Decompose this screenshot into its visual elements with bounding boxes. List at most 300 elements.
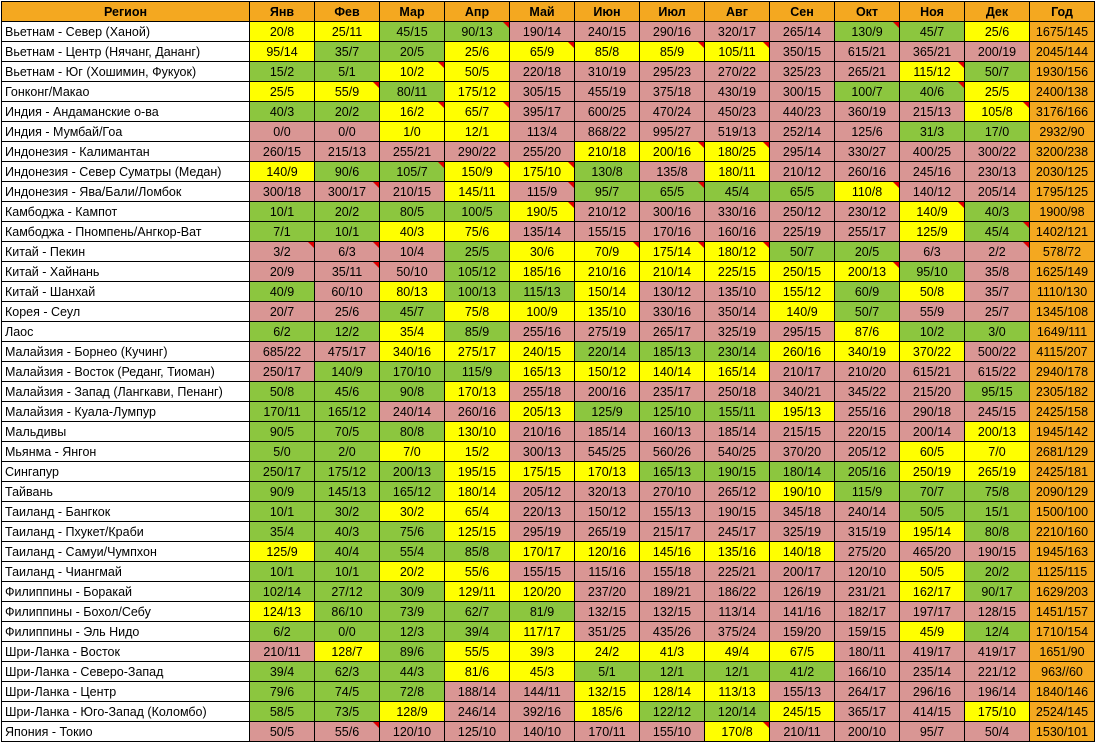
month-cell: 75/6: [380, 522, 445, 542]
region-cell: Филиппины - Эль Нидо: [2, 622, 250, 642]
month-cell: 50/5: [900, 502, 965, 522]
month-cell: 27/12: [315, 582, 380, 602]
table-row: [2, 582, 1095, 602]
month-cell: 130/10: [445, 422, 510, 442]
month-cell: 58/5: [250, 702, 315, 722]
column-header: Год: [1030, 2, 1095, 22]
month-cell: 41/2: [770, 662, 835, 682]
month-cell: 122/12: [640, 702, 705, 722]
month-cell: 165/13: [510, 362, 575, 382]
month-cell: 295/23: [640, 62, 705, 82]
month-cell: 62/3: [315, 662, 380, 682]
month-cell: 120/10: [380, 722, 445, 742]
month-cell: 170/11: [575, 722, 640, 742]
month-cell: 140/10: [510, 722, 575, 742]
year-total-cell: 1625/149: [1030, 262, 1095, 282]
month-cell: 39/4: [250, 662, 315, 682]
year-total-cell: 2400/138: [1030, 82, 1095, 102]
month-cell: 995/27: [640, 122, 705, 142]
table-row: [2, 642, 1095, 662]
month-cell: 128/14: [640, 682, 705, 702]
month-cell: 79/6: [250, 682, 315, 702]
month-cell: 290/18: [900, 402, 965, 422]
month-cell: 150/9: [445, 162, 510, 182]
month-cell: 95/7: [575, 182, 640, 202]
table-row: [2, 42, 1095, 62]
month-cell: 40/6: [900, 82, 965, 102]
month-cell: 115/12: [900, 62, 965, 82]
month-cell: 265/12: [705, 482, 770, 502]
month-cell: 24/2: [575, 642, 640, 662]
month-cell: 455/19: [575, 82, 640, 102]
month-cell: 255/18: [510, 382, 575, 402]
month-cell: 15/2: [250, 62, 315, 82]
year-total-cell: 1110/130: [1030, 282, 1095, 302]
month-cell: 215/15: [770, 422, 835, 442]
region-cell: Тайвань: [2, 482, 250, 502]
year-total-cell: 2940/178: [1030, 362, 1095, 382]
year-total-cell: 1530/101: [1030, 722, 1095, 742]
month-cell: 12/1: [445, 122, 510, 142]
month-cell: 1/0: [380, 122, 445, 142]
month-cell: 162/17: [900, 582, 965, 602]
month-cell: 140/9: [250, 162, 315, 182]
month-cell: 519/13: [705, 122, 770, 142]
month-cell: 166/10: [835, 662, 900, 682]
table-row: [2, 682, 1095, 702]
month-cell: 39/3: [510, 642, 575, 662]
month-cell: 260/16: [770, 342, 835, 362]
region-cell: Малайзия - Куала-Лумпур: [2, 402, 250, 422]
month-cell: 40/3: [380, 222, 445, 242]
month-cell: 115/13: [510, 282, 575, 302]
month-cell: 85/9: [640, 42, 705, 62]
month-cell: 3/0: [965, 322, 1030, 342]
month-cell: 205/12: [510, 482, 575, 502]
month-cell: 90/9: [250, 482, 315, 502]
year-total-cell: 1402/121: [1030, 222, 1095, 242]
month-cell: 85/8: [575, 42, 640, 62]
region-cell: Япония - Токио: [2, 722, 250, 742]
month-cell: 260/16: [445, 402, 510, 422]
month-cell: 95/10: [900, 262, 965, 282]
month-cell: 231/21: [835, 582, 900, 602]
region-cell: Вьетнам - Юг (Хошимин, Фукуок): [2, 62, 250, 82]
month-cell: 210/16: [510, 422, 575, 442]
month-cell: 75/8: [965, 482, 1030, 502]
year-total-cell: 1500/100: [1030, 502, 1095, 522]
month-cell: 115/9: [445, 362, 510, 382]
month-cell: 419/17: [965, 642, 1030, 662]
month-cell: 210/12: [575, 202, 640, 222]
table-row: [2, 402, 1095, 422]
month-cell: 20/7: [250, 302, 315, 322]
month-cell: 0/0: [250, 122, 315, 142]
month-cell: 90/6: [315, 162, 380, 182]
year-total-cell: 578/72: [1030, 242, 1095, 262]
month-cell: 600/25: [575, 102, 640, 122]
month-cell: 81/9: [510, 602, 575, 622]
month-cell: 250/15: [770, 262, 835, 282]
year-total-cell: 1345/108: [1030, 302, 1095, 322]
climate-table: [1, 1, 1095, 742]
month-cell: 100/7: [835, 82, 900, 102]
month-cell: 175/10: [965, 702, 1030, 722]
month-cell: 230/12: [835, 202, 900, 222]
month-cell: 215/17: [640, 522, 705, 542]
month-cell: 30/9: [380, 582, 445, 602]
month-cell: 175/10: [510, 162, 575, 182]
month-cell: 7/0: [965, 442, 1030, 462]
month-cell: 130/9: [835, 22, 900, 42]
table-row: [2, 182, 1095, 202]
month-cell: 155/13: [640, 502, 705, 522]
month-cell: 180/14: [445, 482, 510, 502]
table-row: [2, 62, 1095, 82]
month-cell: 87/6: [835, 322, 900, 342]
month-cell: 414/15: [900, 702, 965, 722]
region-cell: Шри-Ланка - Юго-Запад (Коломбо): [2, 702, 250, 722]
month-cell: 80/8: [965, 522, 1030, 542]
month-cell: 295/14: [770, 142, 835, 162]
month-cell: 65/5: [770, 182, 835, 202]
month-cell: 90/17: [965, 582, 1030, 602]
month-cell: 140/12: [900, 182, 965, 202]
month-cell: 180/12: [705, 242, 770, 262]
month-cell: 190/5: [510, 202, 575, 222]
year-total-cell: 963//60: [1030, 662, 1095, 682]
month-cell: 155/18: [640, 562, 705, 582]
month-cell: 435/26: [640, 622, 705, 642]
month-cell: 220/18: [510, 62, 575, 82]
month-cell: 10/1: [250, 502, 315, 522]
month-cell: 465/20: [900, 542, 965, 562]
month-cell: 35/7: [315, 42, 380, 62]
month-cell: 55/5: [445, 642, 510, 662]
month-cell: 45/9: [900, 622, 965, 642]
region-cell: Китай - Пекин: [2, 242, 250, 262]
month-cell: 126/19: [770, 582, 835, 602]
month-cell: 80/8: [380, 422, 445, 442]
month-cell: 182/17: [835, 602, 900, 622]
month-cell: 20/2: [380, 562, 445, 582]
month-cell: 190/15: [705, 502, 770, 522]
month-cell: 20/5: [380, 42, 445, 62]
month-cell: 340/16: [380, 342, 445, 362]
month-cell: 275/20: [835, 542, 900, 562]
month-cell: 125/9: [250, 542, 315, 562]
month-cell: 186/22: [705, 582, 770, 602]
month-cell: 430/19: [705, 82, 770, 102]
table-row: [2, 562, 1095, 582]
month-cell: 128/7: [315, 642, 380, 662]
year-total-cell: 1629/203: [1030, 582, 1095, 602]
month-cell: 300/22: [965, 142, 1030, 162]
month-cell: 113/13: [705, 682, 770, 702]
month-cell: 75/8: [445, 302, 510, 322]
month-cell: 45/7: [900, 22, 965, 42]
month-cell: 240/15: [510, 342, 575, 362]
month-cell: 35/8: [965, 262, 1030, 282]
month-cell: 300/16: [640, 202, 705, 222]
year-total-cell: 1840/146: [1030, 682, 1095, 702]
month-cell: 170/11: [250, 402, 315, 422]
table-row: [2, 362, 1095, 382]
month-cell: 370/20: [770, 442, 835, 462]
table-row: [2, 82, 1095, 102]
month-cell: 145/16: [640, 542, 705, 562]
month-cell: 155/13: [770, 682, 835, 702]
month-cell: 120/20: [510, 582, 575, 602]
table-row: [2, 522, 1095, 542]
month-cell: 0/0: [315, 622, 380, 642]
region-cell: Таиланд - Самуи/Чумпхон: [2, 542, 250, 562]
month-cell: 125/10: [445, 722, 510, 742]
region-cell: Шри-Ланка - Центр: [2, 682, 250, 702]
month-cell: 170/10: [380, 362, 445, 382]
month-cell: 50/8: [900, 282, 965, 302]
month-cell: 221/12: [965, 662, 1030, 682]
month-cell: 30/6: [510, 242, 575, 262]
year-total-cell: 1649/111: [1030, 322, 1095, 342]
year-total-cell: 2305/182: [1030, 382, 1095, 402]
month-cell: 125/9: [575, 402, 640, 422]
month-cell: 50/5: [250, 722, 315, 742]
year-total-cell: 2090/129: [1030, 482, 1095, 502]
header-row: [2, 2, 1095, 22]
month-cell: 165/14: [705, 362, 770, 382]
region-cell: Шри-Ланка - Восток: [2, 642, 250, 662]
table-row: [2, 662, 1095, 682]
month-cell: 205/16: [835, 462, 900, 482]
month-cell: 25/5: [445, 242, 510, 262]
month-cell: 75/6: [445, 222, 510, 242]
month-cell: 615/21: [900, 362, 965, 382]
month-cell: 30/2: [380, 502, 445, 522]
month-cell: 230/13: [965, 162, 1030, 182]
month-cell: 113/14: [705, 602, 770, 622]
month-cell: 540/25: [705, 442, 770, 462]
month-cell: 65/5: [640, 182, 705, 202]
column-header: Дек: [965, 2, 1030, 22]
month-cell: 340/19: [835, 342, 900, 362]
month-cell: 35/4: [250, 522, 315, 542]
month-cell: 868/22: [575, 122, 640, 142]
month-cell: 2/0: [315, 442, 380, 462]
month-cell: 0/0: [315, 122, 380, 142]
month-cell: 72/8: [380, 682, 445, 702]
month-cell: 345/18: [770, 502, 835, 522]
month-cell: 265/14: [770, 22, 835, 42]
month-cell: 80/13: [380, 282, 445, 302]
month-cell: 200/14: [900, 422, 965, 442]
month-cell: 80/5: [380, 202, 445, 222]
month-cell: 351/25: [575, 622, 640, 642]
month-cell: 305/15: [510, 82, 575, 102]
month-cell: 35/4: [380, 322, 445, 342]
month-cell: 220/15: [835, 422, 900, 442]
region-cell: Камбоджа - Кампот: [2, 202, 250, 222]
region-cell: Индонезия - Калимантан: [2, 142, 250, 162]
month-cell: 235/17: [640, 382, 705, 402]
month-cell: 140/9: [770, 302, 835, 322]
month-cell: 20/2: [965, 562, 1030, 582]
month-cell: 110/8: [835, 182, 900, 202]
month-cell: 265/17: [640, 322, 705, 342]
month-cell: 210/11: [770, 722, 835, 742]
year-total-cell: 1900/98: [1030, 202, 1095, 222]
month-cell: 325/23: [770, 62, 835, 82]
column-header-region: Регион: [2, 2, 250, 22]
month-cell: 255/17: [835, 222, 900, 242]
month-cell: 20/2: [315, 202, 380, 222]
table-row: [2, 702, 1095, 722]
month-cell: 470/24: [640, 102, 705, 122]
month-cell: 6/2: [250, 622, 315, 642]
month-cell: 65/4: [445, 502, 510, 522]
month-cell: 20/9: [250, 262, 315, 282]
month-cell: 102/14: [250, 582, 315, 602]
region-cell: Малайзия - Борнео (Кучинг): [2, 342, 250, 362]
month-cell: 73/5: [315, 702, 380, 722]
month-cell: 255/16: [510, 322, 575, 342]
month-cell: 250/18: [705, 382, 770, 402]
month-cell: 237/20: [575, 582, 640, 602]
month-cell: 10/2: [380, 62, 445, 82]
region-cell: Шри-Ланка - Северо-Запад: [2, 662, 250, 682]
month-cell: 55/6: [445, 562, 510, 582]
month-cell: 45/4: [965, 222, 1030, 242]
month-cell: 65/9: [510, 42, 575, 62]
month-cell: 50/8: [250, 382, 315, 402]
month-cell: 10/1: [250, 562, 315, 582]
table-body: [2, 22, 1095, 742]
month-cell: 392/16: [510, 702, 575, 722]
region-cell: Малайзия - Восток (Реданг, Тиоман): [2, 362, 250, 382]
month-cell: 240/14: [835, 502, 900, 522]
month-cell: 475/17: [315, 342, 380, 362]
month-cell: 210/12: [770, 162, 835, 182]
month-cell: 200/16: [575, 382, 640, 402]
month-cell: 50/7: [965, 62, 1030, 82]
month-cell: 265/19: [965, 462, 1030, 482]
month-cell: 105/7: [380, 162, 445, 182]
month-cell: 45/7: [380, 302, 445, 322]
column-header: Окт: [835, 2, 900, 22]
month-cell: 89/6: [380, 642, 445, 662]
table-row: [2, 102, 1095, 122]
month-cell: 290/16: [640, 22, 705, 42]
month-cell: 128/9: [380, 702, 445, 722]
year-total-cell: 2030/125: [1030, 162, 1095, 182]
column-header: Июн: [575, 2, 640, 22]
column-header: Мар: [380, 2, 445, 22]
month-cell: 120/10: [835, 562, 900, 582]
month-cell: 245/17: [705, 522, 770, 542]
month-cell: 350/15: [770, 42, 835, 62]
region-cell: Камбоджа - Пномпень/Ангкор-Ват: [2, 222, 250, 242]
table-row: [2, 162, 1095, 182]
year-total-cell: 1930/156: [1030, 62, 1095, 82]
table-row: [2, 502, 1095, 522]
table-row: [2, 242, 1095, 262]
month-cell: 20/2: [315, 102, 380, 122]
month-cell: 235/14: [900, 662, 965, 682]
year-total-cell: 1945/163: [1030, 542, 1095, 562]
month-cell: 15/1: [965, 502, 1030, 522]
year-total-cell: 1675/145: [1030, 22, 1095, 42]
month-cell: 160/16: [705, 222, 770, 242]
table-row: [2, 262, 1095, 282]
table-row: [2, 602, 1095, 622]
month-cell: 175/14: [640, 242, 705, 262]
month-cell: 159/15: [835, 622, 900, 642]
month-cell: 330/16: [705, 202, 770, 222]
region-cell: Корея - Сеул: [2, 302, 250, 322]
month-cell: 86/10: [315, 602, 380, 622]
region-cell: Мальдивы: [2, 422, 250, 442]
month-cell: 60/5: [900, 442, 965, 462]
month-cell: 252/14: [770, 122, 835, 142]
month-cell: 117/17: [510, 622, 575, 642]
region-cell: Таиланд - Бангкок: [2, 502, 250, 522]
table-row: [2, 342, 1095, 362]
month-cell: 5/1: [575, 662, 640, 682]
month-cell: 90/5: [250, 422, 315, 442]
month-cell: 140/9: [900, 202, 965, 222]
month-cell: 141/16: [770, 602, 835, 622]
month-cell: 95/14: [250, 42, 315, 62]
month-cell: 220/13: [510, 502, 575, 522]
month-cell: 215/13: [900, 102, 965, 122]
month-cell: 50/7: [835, 302, 900, 322]
month-cell: 360/19: [835, 102, 900, 122]
month-cell: 170/13: [575, 462, 640, 482]
region-cell: Китай - Хайнань: [2, 262, 250, 282]
year-total-cell: 1451/157: [1030, 602, 1095, 622]
month-cell: 330/27: [835, 142, 900, 162]
month-cell: 195/15: [445, 462, 510, 482]
month-cell: 135/8: [640, 162, 705, 182]
year-total-cell: 3176/166: [1030, 102, 1095, 122]
table-row: [2, 202, 1095, 222]
month-cell: 25/6: [445, 42, 510, 62]
month-cell: 145/11: [445, 182, 510, 202]
month-cell: 210/17: [770, 362, 835, 382]
month-cell: 10/2: [900, 322, 965, 342]
month-cell: 70/5: [315, 422, 380, 442]
month-cell: 67/5: [770, 642, 835, 662]
month-cell: 155/12: [770, 282, 835, 302]
month-cell: 124/13: [250, 602, 315, 622]
year-total-cell: 4115/207: [1030, 342, 1095, 362]
month-cell: 125/15: [445, 522, 510, 542]
month-cell: 200/17: [770, 562, 835, 582]
month-cell: 200/13: [965, 422, 1030, 442]
month-cell: 55/9: [315, 82, 380, 102]
month-cell: 40/3: [250, 102, 315, 122]
year-total-cell: 1945/142: [1030, 422, 1095, 442]
month-cell: 50/7: [770, 242, 835, 262]
month-cell: 105/8: [965, 102, 1030, 122]
month-cell: 7/1: [250, 222, 315, 242]
column-header: Апр: [445, 2, 510, 22]
month-cell: 210/16: [575, 262, 640, 282]
table-row: [2, 622, 1095, 642]
table-row: [2, 222, 1095, 242]
month-cell: 2/2: [965, 242, 1030, 262]
region-cell: Вьетнам - Центр (Нячанг, Дананг): [2, 42, 250, 62]
